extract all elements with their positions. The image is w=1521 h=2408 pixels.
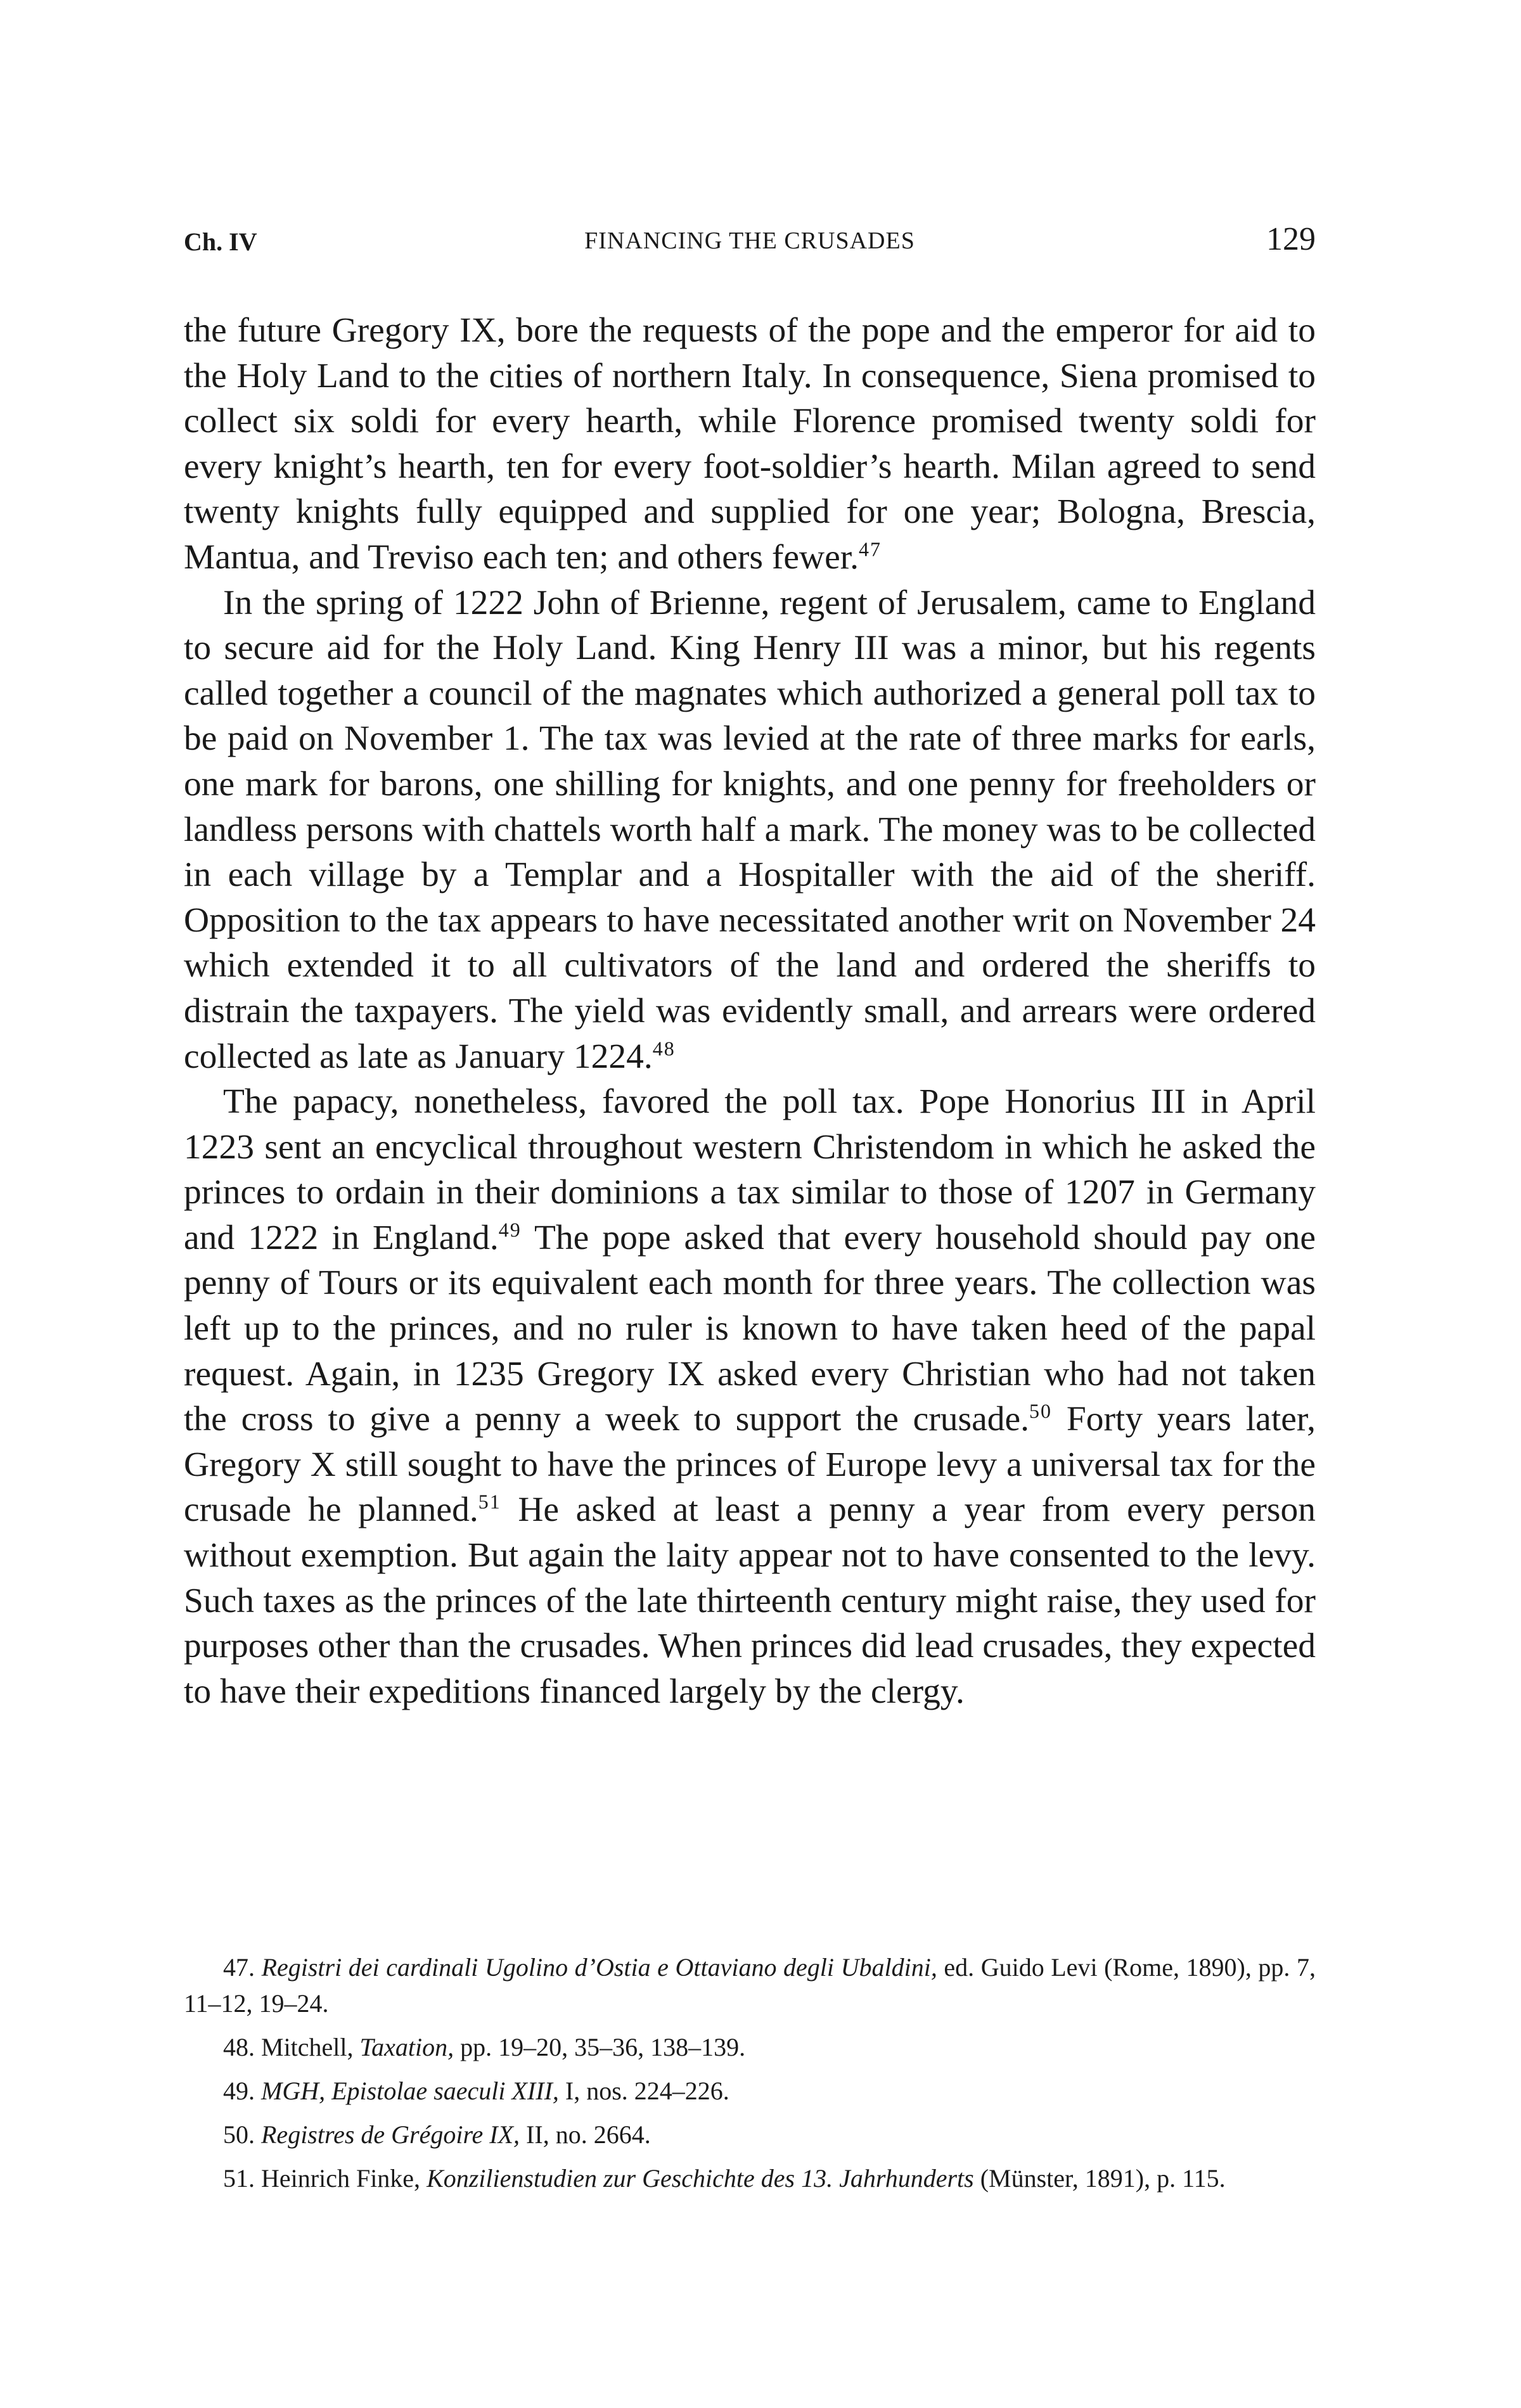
footnote-rest: pp. 19–20, 35–36, 138–139. — [454, 2033, 746, 2061]
chapter-label: Ch. IV — [184, 227, 257, 256]
main-text — [184, 308, 1316, 1714]
paragraph-2-text: In the spring of 1222 John of Brienne, regent of Jerusalem, came to England to secure aid for the Holy Land. King Henry III was a minor, but his regents called together a council of the magnates which authorized a general poll tax to be paid on November 1. The tax was levied at the rate of three marks for earls, one mark for barons, one shilling for knights, and one penny for freeholders or landless persons with chattels worth half a mark. The money was to be collected in each village by a Templar and a Hospitaller with the aid of the sheriff. Opposition to the tax appears to have necessitated another writ on November 24 which extended it to all cultivators of the land and ordered the sheriffs to distrain the taxpayers. The yield was evidently small, and arrears were ordered collected as late as January 1224. — [184, 583, 1316, 1076]
footnote-number: 47. — [223, 1953, 255, 1982]
paragraph-1-text: the future Gregory IX, bore the requests of the pope and the emperor for aid to the Holy Land to the cities of northern Italy. In consequence, Siena promised to collect six soldi for every hearth, while Florence promised twenty soldi for every knight’s hearth, ten for every foot-soldier’s hearth. Milan agreed to send twenty knights fully equipped and supplied for one year; Bologna, Brescia, Mantua, and Treviso each ten; and others fewer. — [184, 311, 1316, 577]
footnote-title: MGH, Epistolae saeculi XIII, — [261, 2077, 559, 2105]
footnote-number: 50. — [223, 2120, 255, 2149]
paragraph-3-text-c: Forty years later, Gregory X still sought to have the princes of Europe levy a universal tax for the crusade he planned. — [184, 1400, 1316, 1530]
footnote-title: Taxation, — [359, 2033, 454, 2061]
footnote-rest: II, no. 2664. — [520, 2120, 651, 2149]
running-header — [184, 221, 1316, 265]
paragraph-1 — [184, 308, 1316, 580]
footnote-47 — [184, 1949, 1316, 2021]
footnote-rest: (Münster, 1891), p. 115. — [973, 2164, 1226, 2193]
paragraph-3-text-b: The pope asked that every household should pay one penny of Tours or its equivalent each month for three years. The collection was left up to the princes, and no ruler is known to have taken heed of the papal request. Again, in 1235 Gregory IX asked every Christian who had not taken the cross to give a penny a week to support the crusade. — [184, 1218, 1316, 1439]
paragraph-2 — [184, 580, 1316, 1080]
footnote-author: Heinrich Finke, — [261, 2164, 427, 2193]
footnote-ref-48: 48 — [652, 1037, 676, 1060]
running-title: FINANCING THE CRUSADES — [584, 227, 915, 254]
footnote-title: Registres de Grégoire IX, — [261, 2120, 520, 2149]
footnotes — [184, 1949, 1316, 2204]
footnote-ref-47: 47 — [859, 537, 882, 561]
footnote-ref-50: 50 — [1029, 1399, 1053, 1423]
footnote-number: 49. — [223, 2077, 255, 2105]
footnote-rest: I, nos. 224–226. — [558, 2077, 729, 2105]
footnote-49 — [184, 2073, 1316, 2109]
paragraph-3-text-d: He asked at least a penny a year from every person without exemption. But again the laity appear not to have consented to the levy. Such taxes as the princes of the late thirteenth century might raise, they used for purposes other than the crusades. When princes did lead crusades, they expected to have their expeditions financed largely by the clergy. — [184, 1490, 1316, 1711]
footnote-number: 48. — [223, 2033, 255, 2061]
footnote-48 — [184, 2029, 1316, 2065]
paragraph-3-text-a: The papacy, nonetheless, favored the poll tax. Pope Honorius III in April 1223 sent an encyclical throughout western Christendom in which he asked the princes to ordain in their dominions a tax similar to those of 1207 in Germany and 1222 in England. — [184, 1082, 1316, 1257]
footnote-ref-51: 51 — [478, 1490, 501, 1513]
footnote-number: 51. — [223, 2164, 255, 2193]
footnote-author: Mitchell, — [261, 2033, 360, 2061]
footnote-50 — [184, 2117, 1316, 2153]
page-number: 129 — [1266, 221, 1316, 257]
paragraph-3 — [184, 1079, 1316, 1714]
footnote-51 — [184, 2160, 1316, 2196]
footnote-title: Registri dei cardinali Ugolino d’Ostia e Ottaviano degli Ubaldini, — [261, 1953, 937, 1982]
footnote-rest: ed. Guido Levi (Rome, 1890), pp. 7, 11–12, 19–24. — [184, 1953, 1316, 2018]
footnote-title: Konzilienstudien zur Geschichte des 13. Jahrhunderts — [427, 2164, 974, 2193]
footnote-ref-49: 49 — [498, 1218, 522, 1241]
